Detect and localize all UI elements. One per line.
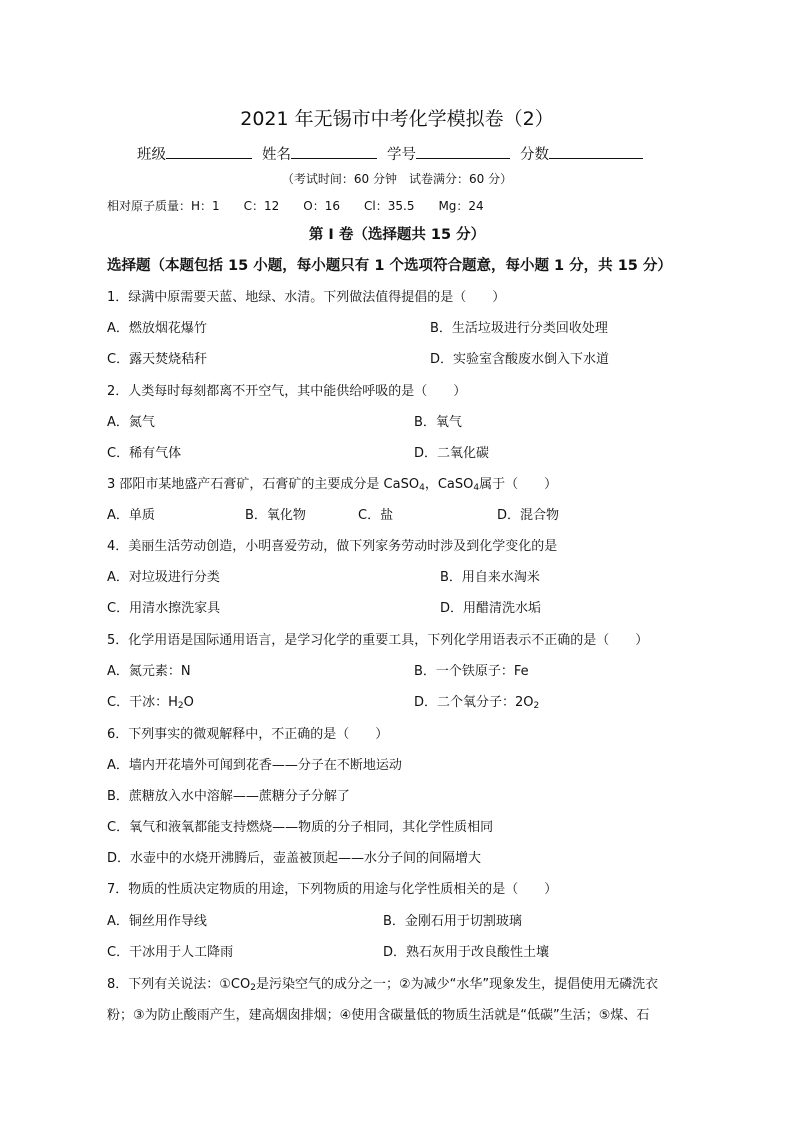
q5-option-d[interactable]: D．二个氧分子：$2O_2$ <box>414 695 540 711</box>
question-3-stem: 3 邵阳市某地盛产石膏矿，石膏矿的主要成分是 CaSO$_4$，CaSO$_4$属于（ ） <box>107 477 558 493</box>
exam-title: 2021 年无锡市中考化学模拟卷（2） <box>240 108 554 130</box>
class-blank[interactable] <box>166 143 252 159</box>
question-8-line-2: 粉；③为防止酸雨产生，建高烟囱排烟；④使用含碳量低的物质生活就是“低碳”生活；⑤煤、石 <box>107 1008 650 1023</box>
q2-option-d[interactable]: D．二氧化碳 <box>414 446 490 461</box>
q2-option-c[interactable]: C．稀有气体 <box>107 446 182 461</box>
q4-option-d[interactable]: D．用醋清洗水垢 <box>440 601 542 616</box>
exam-time-info: （考试时间：60 分钟 试卷满分：60 分） <box>281 172 513 186</box>
question-7-stem: 7．物质的性质决定物质的用途，下列物质的用途与化学性质相关的是（ ） <box>107 882 558 897</box>
question-6-stem: 6．下列事实的微观解释中，不正确的是（ ） <box>107 727 389 742</box>
id-label: 学号 <box>387 147 416 163</box>
question-8-line-1: 8．下列有关说法：$①CO_2$是污染空气的成分之一；②为减少“水华”现象发生，提倡使用无磷洗衣 <box>107 977 659 993</box>
q7-option-c[interactable]: C．干冰用于人工降雨 <box>107 945 234 960</box>
score-label: 分数 <box>520 147 549 163</box>
q1-option-c[interactable]: C．露天焚烧秸秆 <box>107 352 208 367</box>
q6-option-a[interactable]: A．墙内开花墙外可闻到花香——分子在不断地运动 <box>107 758 402 773</box>
score-blank[interactable] <box>549 143 643 159</box>
question-1-stem: 1．绿满中原需要天蓝、地绿、水清。下列做法值得提倡的是（ ） <box>107 290 506 305</box>
section-title: 第 I 卷（选择题共 15 分） <box>308 227 486 243</box>
q7-option-a[interactable]: A．铜丝用作导线 <box>107 914 207 929</box>
q3-option-b[interactable]: B．氧化物 <box>245 508 306 523</box>
q5-option-c[interactable]: C．干冰：$H_2O$ <box>107 695 194 711</box>
q6-option-c[interactable]: C．氧气和液氧都能支持燃烧——物质的分子相同，其化学性质相同 <box>107 820 494 835</box>
q7-option-b[interactable]: B．金刚石用于切割玻璃 <box>383 914 522 929</box>
id-blank[interactable] <box>416 143 510 159</box>
q1-option-b[interactable]: B．生活垃圾进行分类回收处理 <box>430 321 608 336</box>
name-blank[interactable] <box>291 143 377 159</box>
instructions: 选择题（本题包括 15 小题，每小题只有 1 个选项符合题意，每小题 1 分，共 15 分） <box>107 258 672 274</box>
q3-option-a[interactable]: A．单质 <box>107 508 155 523</box>
q3-option-c[interactable]: C．盐 <box>358 508 394 523</box>
q2-option-b[interactable]: B．氧气 <box>414 415 462 430</box>
q6-option-d[interactable]: D．水壶中的水烧开沸腾后，壶盖被顶起——水分子间的间隔增大 <box>107 851 482 866</box>
student-info-row <box>137 143 643 164</box>
question-4-stem: 4．美丽生活劳动创造，小明喜爱劳动，做下列家务劳动时涉及到化学变化的是 <box>107 539 558 554</box>
question-2-stem: 2．人类每时每刻都离不开空气，其中能供给呼吸的是（ ） <box>107 384 467 399</box>
class-label: 班级 <box>137 147 166 163</box>
q5-option-b[interactable]: B．一个铁原子：Fe <box>414 664 529 679</box>
q4-option-a[interactable]: A．对垃圾进行分类 <box>107 570 220 585</box>
q4-option-b[interactable]: B．用自来水淘米 <box>440 570 540 585</box>
q5-option-a[interactable]: A．氮元素：N <box>107 664 191 679</box>
question-5-stem: 5．化学用语是国际通用语言，是学习化学的重要工具，下列化学用语表示不正确的是（ ） <box>107 633 649 648</box>
q4-option-c[interactable]: C．用清水擦洗家具 <box>107 601 221 616</box>
q1-option-a[interactable]: A．燃放烟花爆竹 <box>107 321 207 336</box>
atomic-masses: 相对原子质量：H：1 C：12 O：16 Cl：35.5 Mg：24 <box>107 199 484 213</box>
q7-option-d[interactable]: D．熟石灰用于改良酸性土壤 <box>383 945 550 960</box>
name-label: 姓名 <box>262 147 291 163</box>
q6-option-b[interactable]: B．蔗糖放入水中溶解——蔗糖分子分解了 <box>107 789 350 804</box>
q3-option-d[interactable]: D．混合物 <box>497 508 560 523</box>
q2-option-a[interactable]: A．氮气 <box>107 415 155 430</box>
q1-option-d[interactable]: D．实验室含酸废水倒入下水道 <box>430 352 610 367</box>
